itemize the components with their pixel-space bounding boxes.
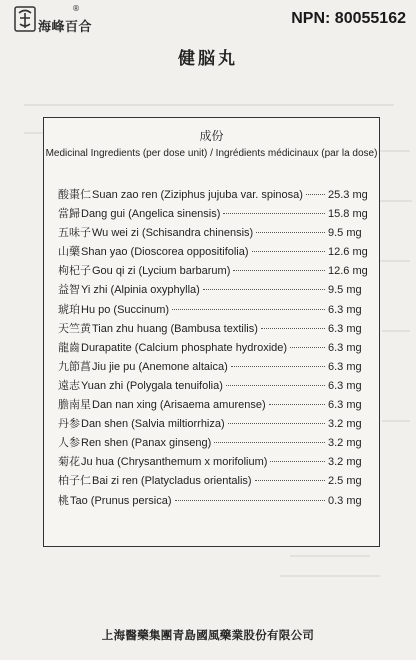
dot-leader <box>228 423 325 424</box>
ingredient-chinese-name: 菊花 <box>58 455 80 469</box>
ingredient-amount: 3.2 mg <box>328 437 362 450</box>
dot-leader <box>270 461 325 462</box>
ingredient-latin-name: Tian zhu huang (Bambusa textilis) <box>92 322 258 335</box>
ingredient-row <box>58 358 376 377</box>
dot-leader <box>223 213 325 214</box>
ingredient-chinese-name: 人参 <box>58 436 80 450</box>
ingredient-chinese-name: 龍齒 <box>58 340 80 354</box>
ingredient-row <box>58 396 376 415</box>
ingredient-chinese-name: 酸棗仁 <box>58 188 91 201</box>
ingredient-latin-name: Tao (Prunus persica) <box>70 494 172 507</box>
ingredient-latin-name: Dan nan xing (Arisaema amurense) <box>92 399 266 412</box>
ingredient-chinese-name: 天竺黄 <box>58 321 91 335</box>
dot-leader <box>172 309 325 310</box>
ingredient-amount: 12.6 mg <box>328 265 368 278</box>
dot-leader <box>306 194 325 195</box>
ingredient-row <box>58 281 376 300</box>
ingredient-row <box>58 205 376 224</box>
manufacturer-name: 上海醫藥集團青島國風藥業股份有限公司 <box>101 628 315 642</box>
dot-leader <box>203 289 325 290</box>
ingredient-latin-name: Yuan zhi (Polygala tenuifolia) <box>81 379 223 392</box>
ingredient-amount: 6.3 mg <box>328 341 362 354</box>
ingredient-amount: 0.3 mg <box>328 494 362 507</box>
dot-leader <box>226 385 325 386</box>
ingredient-latin-name: Dang gui (Angelica sinensis) <box>81 208 221 221</box>
dot-leader <box>252 251 325 252</box>
ingredient-amount: 6.3 mg <box>328 399 362 412</box>
ingredient-row <box>58 492 376 511</box>
ingredient-row <box>58 434 376 453</box>
ingredient-chinese-name: 枸杞子 <box>58 264 91 278</box>
ingredient-amount: 6.3 mg <box>328 303 362 316</box>
ingredient-chinese-name: 九節菖 <box>58 359 91 373</box>
ingredients-panel <box>43 117 380 547</box>
dot-leader <box>269 404 325 405</box>
ingredient-row <box>58 243 376 262</box>
ingredient-row <box>58 186 376 205</box>
ingredient-chinese-name: 丹参 <box>58 417 80 431</box>
ingredient-amount: 6.3 mg <box>328 360 362 373</box>
ingredient-latin-name: Ju hua (Chrysanthemum x morifolium) <box>81 456 268 469</box>
dot-leader <box>233 270 325 271</box>
ingredient-row <box>58 262 376 281</box>
ingredient-amount: 6.3 mg <box>328 322 362 335</box>
brand-emblem-icon <box>14 6 36 32</box>
ingredient-amount: 3.2 mg <box>328 418 362 431</box>
ingredient-amount: 12.6 mg <box>328 246 368 259</box>
dot-leader <box>256 232 325 233</box>
ingredient-latin-name: Bai zi ren (Platycladus orientalis) <box>92 475 252 488</box>
ingredient-amount: 6.3 mg <box>328 379 362 392</box>
ingredient-latin-name: Wu wei zi (Schisandra chinensis) <box>92 227 254 240</box>
ingredient-latin-name: Hu po (Succinum) <box>81 303 170 316</box>
ingredient-chinese-name: 五味子 <box>58 226 91 240</box>
ingredient-amount: 2.5 mg <box>328 475 362 488</box>
ingredient-row <box>58 224 376 243</box>
ingredient-chinese-name: 柏子仁 <box>58 474 91 488</box>
ingredient-latin-name: Suan zao ren (Ziziphus jujuba var. spinosa) <box>92 189 303 201</box>
ingredient-chinese-name: 桃 <box>58 493 69 507</box>
dot-leader <box>231 366 325 367</box>
dot-leader <box>214 442 325 443</box>
ingredient-row <box>58 377 376 396</box>
product-name: 健脳丸 <box>178 49 238 69</box>
ingredient-latin-name: Durapatite (Calcium phosphate hydroxide) <box>81 341 288 354</box>
dot-leader <box>290 347 325 348</box>
ingredient-chinese-name: 遠志 <box>58 378 80 392</box>
dot-leader <box>255 480 325 481</box>
ingredient-latin-name: Ren shen (Panax ginseng) <box>81 437 212 450</box>
ingredient-amount: 15.8 mg <box>328 208 368 221</box>
ingredient-row <box>58 415 376 434</box>
ingredient-chinese-name: 山藥 <box>58 245 80 259</box>
ingredient-row <box>58 453 376 472</box>
ingredient-chinese-name: 益智 <box>58 283 80 297</box>
ingredients-list <box>58 186 376 511</box>
ingredient-chinese-name: 琥珀 <box>58 302 80 316</box>
ingredient-amount: 9.5 mg <box>328 227 362 240</box>
ingredient-row <box>58 301 376 320</box>
ingredient-amount: 25.3 mg <box>328 189 368 201</box>
dot-leader <box>261 328 325 329</box>
registered-mark: ® <box>72 4 80 13</box>
ingredient-latin-name: Gou qi zi (Lycium barbarum) <box>92 265 231 278</box>
dot-leader <box>175 500 326 501</box>
npn-number: NPN: 80055162 <box>291 10 406 27</box>
ingredient-row <box>58 472 376 491</box>
ingredient-row <box>58 339 376 358</box>
ingredient-latin-name: Yi zhi (Alpinia oxyphylla) <box>81 284 200 297</box>
ingredient-chinese-name: 膽南星 <box>58 398 91 412</box>
ingredient-latin-name: Shan yao (Dioscorea oppositifolia) <box>81 246 249 259</box>
ingredient-amount: 9.5 mg <box>328 284 362 297</box>
brand-logo <box>14 6 94 40</box>
ingredient-amount: 3.2 mg <box>328 456 362 469</box>
brand-name: 海峰百合 <box>38 20 93 35</box>
ingredient-latin-name: Dan shen (Salvia miltiorrhiza) <box>81 418 225 431</box>
ingredient-latin-name: Jiu jie pu (Anemone altaica) <box>92 360 228 373</box>
ingredients-subheading: Medicinal Ingredients (per dose unit) / Ingrédients médicinaux (par la dose) <box>45 148 378 159</box>
ingredient-chinese-name: 當歸 <box>58 207 80 221</box>
ingredients-heading: 成份 <box>199 129 224 143</box>
ingredient-row <box>58 320 376 339</box>
